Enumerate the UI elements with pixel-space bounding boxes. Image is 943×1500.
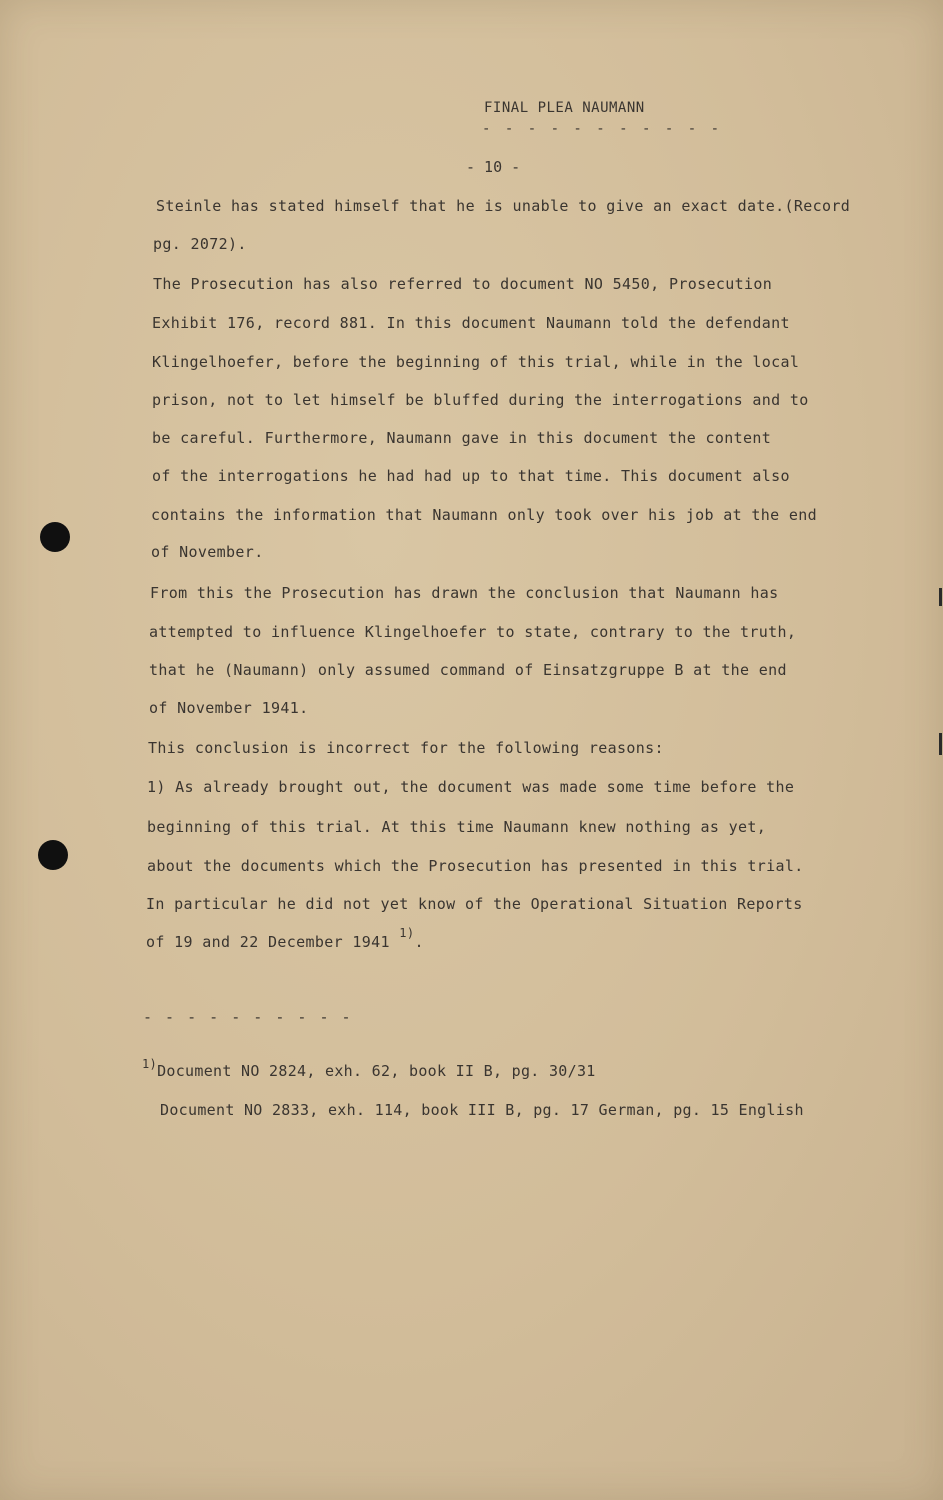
sentence-end: .: [414, 933, 424, 951]
body-line: Klingelhoefer, before the beginning of this trial, while in the local: [152, 353, 800, 371]
body-line: of November 1941.: [149, 699, 309, 717]
body-line: prison, not to let himself be bluffed during the interrogations and to: [152, 391, 809, 409]
footnote-2: Document NO 2833, exh. 114, book III B, pg. 17 German, pg. 15 English: [160, 1101, 804, 1119]
body-line: This conclusion is incorrect for the following reasons:: [148, 739, 664, 757]
body-line: be careful. Furthermore, Naumann gave in this document the content: [152, 429, 772, 447]
edge-mark: [939, 588, 942, 606]
punch-hole: [38, 840, 68, 870]
title-underline: - - - - - - - - - - -: [482, 121, 723, 137]
footnote-text: Document NO 2824, exh. 62, book II B, pg. 30/31: [157, 1062, 596, 1080]
body-line: contains the information that Naumann only took over his job at the end: [151, 506, 818, 524]
body-line: From this the Prosecution has drawn the conclusion that Naumann has: [150, 584, 779, 602]
body-line: 1) As already brought out, the document was made some time before the: [147, 778, 795, 796]
body-line: of November.: [151, 543, 264, 561]
body-line: beginning of this trial. At this time Naumann knew nothing as yet,: [147, 818, 767, 836]
edge-mark: [939, 733, 942, 755]
page-number: - 10 -: [466, 158, 521, 176]
body-line: attempted to influence Klingelhoefer to state, contrary to the truth,: [149, 623, 797, 641]
document-title: FINAL PLEA NAUMANN: [484, 100, 645, 116]
body-line: of the interrogations he had had up to that time. This document also: [152, 467, 790, 485]
body-line: that he (Naumann) only assumed command of Einsatzgruppe B at the end: [149, 661, 787, 679]
body-line-last: [146, 926, 424, 951]
body-line: In particular he did not yet know of the Operational Situation Reports: [146, 895, 803, 913]
body-line: Steinle has stated himself that he is unable to give an exact date.(Record: [156, 197, 851, 215]
footnote-reference: 1): [399, 926, 415, 940]
body-line-text: of 19 and 22 December 1941: [146, 933, 390, 951]
body-line: The Prosecution has also referred to document NO 5450, Prosecution: [153, 275, 773, 293]
body-line: pg. 2072).: [153, 235, 247, 253]
footnote-marker: 1): [142, 1057, 158, 1071]
footnote-separator: - - - - - - - - - -: [143, 1008, 353, 1026]
body-line: Exhibit 176, record 881. In this document Naumann told the defendant: [152, 314, 790, 332]
footnote-1: [142, 1057, 596, 1080]
punch-hole: [40, 522, 70, 552]
body-line: about the documents which the Prosecution has presented in this trial.: [147, 857, 804, 875]
